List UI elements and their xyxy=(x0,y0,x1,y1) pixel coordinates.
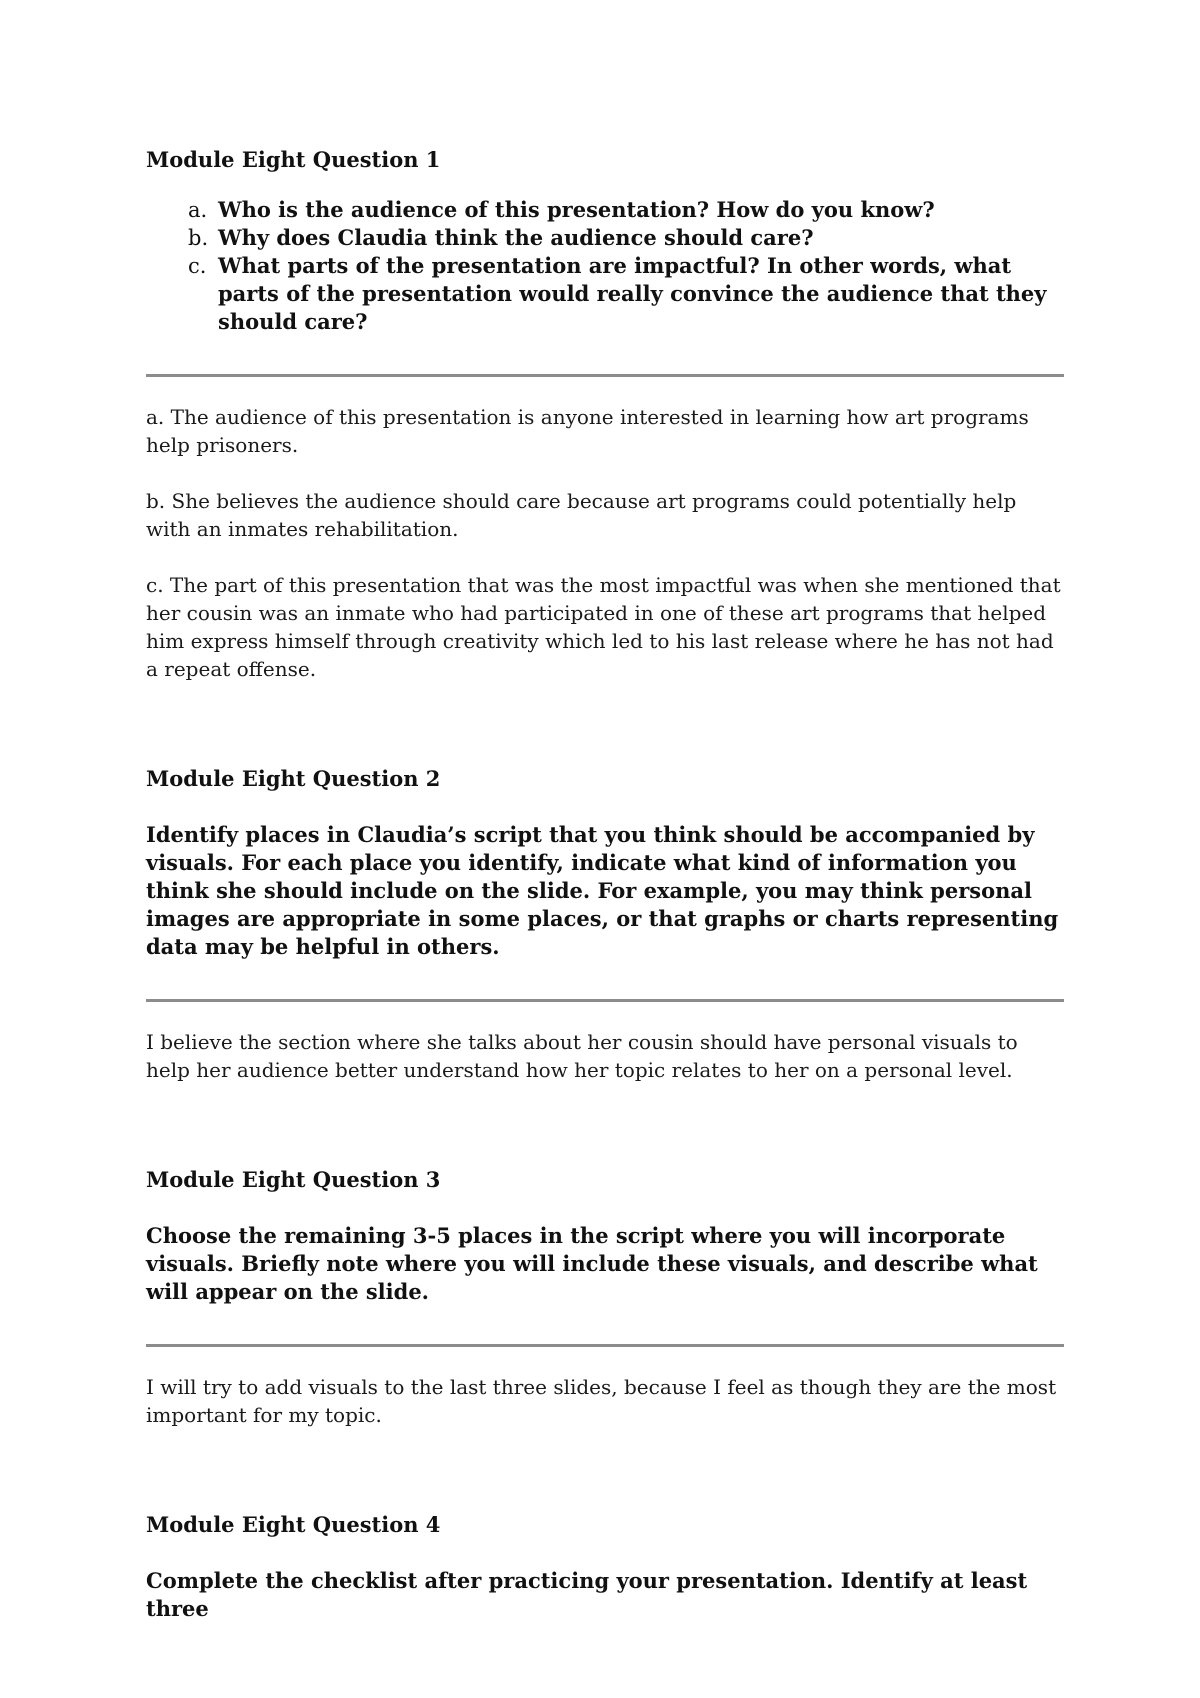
answer-2: I believe the section where she talks about her cousin should have personal visuals to help her audience better understand how her topic relates to her on a personal level. xyxy=(146,1030,1018,1082)
question-3-prompt: Choose the remaining 3-5 places in the script where you will incorporate visuals. Briefly note where you will include these visuals, and describe what will appear on the slide. xyxy=(146,1223,1038,1304)
question-2-prompt: Identify places in Claudia’s script that you think should be accompanied by visuals. For each place you identify, indicate what kind of information you think she should include on the slide. For example, you may think personal images are appropriate in some places, or that graphs or charts representing data may be helpful in others. xyxy=(146,822,1059,959)
question-3-heading: Module Eight Question 3 xyxy=(146,1167,441,1192)
list-marker: b. xyxy=(188,226,209,250)
answer-divider xyxy=(146,999,1064,1002)
question-3-section xyxy=(146,1166,1064,1429)
answer-divider xyxy=(146,1344,1064,1347)
question-text: What parts of the presentation are impactful? In other words, what parts of the presentation would really convince the audience that they should care? xyxy=(218,253,1047,334)
question-1-list xyxy=(146,196,1064,336)
answer-1a: a. The audience of this presentation is anyone interested in learning how art programs help prisoners. xyxy=(146,405,1029,457)
answer-divider xyxy=(146,374,1064,377)
list-marker: c. xyxy=(188,254,207,278)
question-1-item-c xyxy=(146,252,1064,336)
question-4-section xyxy=(146,1511,1064,1623)
question-2-heading: Module Eight Question 2 xyxy=(146,766,441,791)
question-4-prompt: Complete the checklist after practicing your presentation. Identify at least three xyxy=(146,1568,1028,1621)
question-4-heading: Module Eight Question 4 xyxy=(146,1512,441,1537)
answer-3: I will try to add visuals to the last three slides, because I feel as though they are the most important for my topic. xyxy=(146,1375,1057,1427)
question-text: Why does Claudia think the audience should care? xyxy=(218,225,814,250)
question-1-heading: Module Eight Question 1 xyxy=(146,147,441,172)
question-2-section xyxy=(146,765,1064,1084)
list-marker: a. xyxy=(188,198,208,222)
question-text: Who is the audience of this presentation? How do you know? xyxy=(218,197,935,222)
answer-1c: c. The part of this presentation that was the most impactful was when she mentioned that her cousin was an inmate who had participated in one of these art programs that helped him express himself through creativity which led to his last release where he has not had a repeat offense. xyxy=(146,573,1061,681)
answer-1b: b. She believes the audience should care because art programs could potentially help with an inmates rehabilitation. xyxy=(146,489,1017,541)
question-1-item-b xyxy=(146,224,1064,252)
document-body xyxy=(146,146,1064,1623)
question-1-item-a xyxy=(146,196,1064,224)
question-1-section xyxy=(146,146,1064,683)
